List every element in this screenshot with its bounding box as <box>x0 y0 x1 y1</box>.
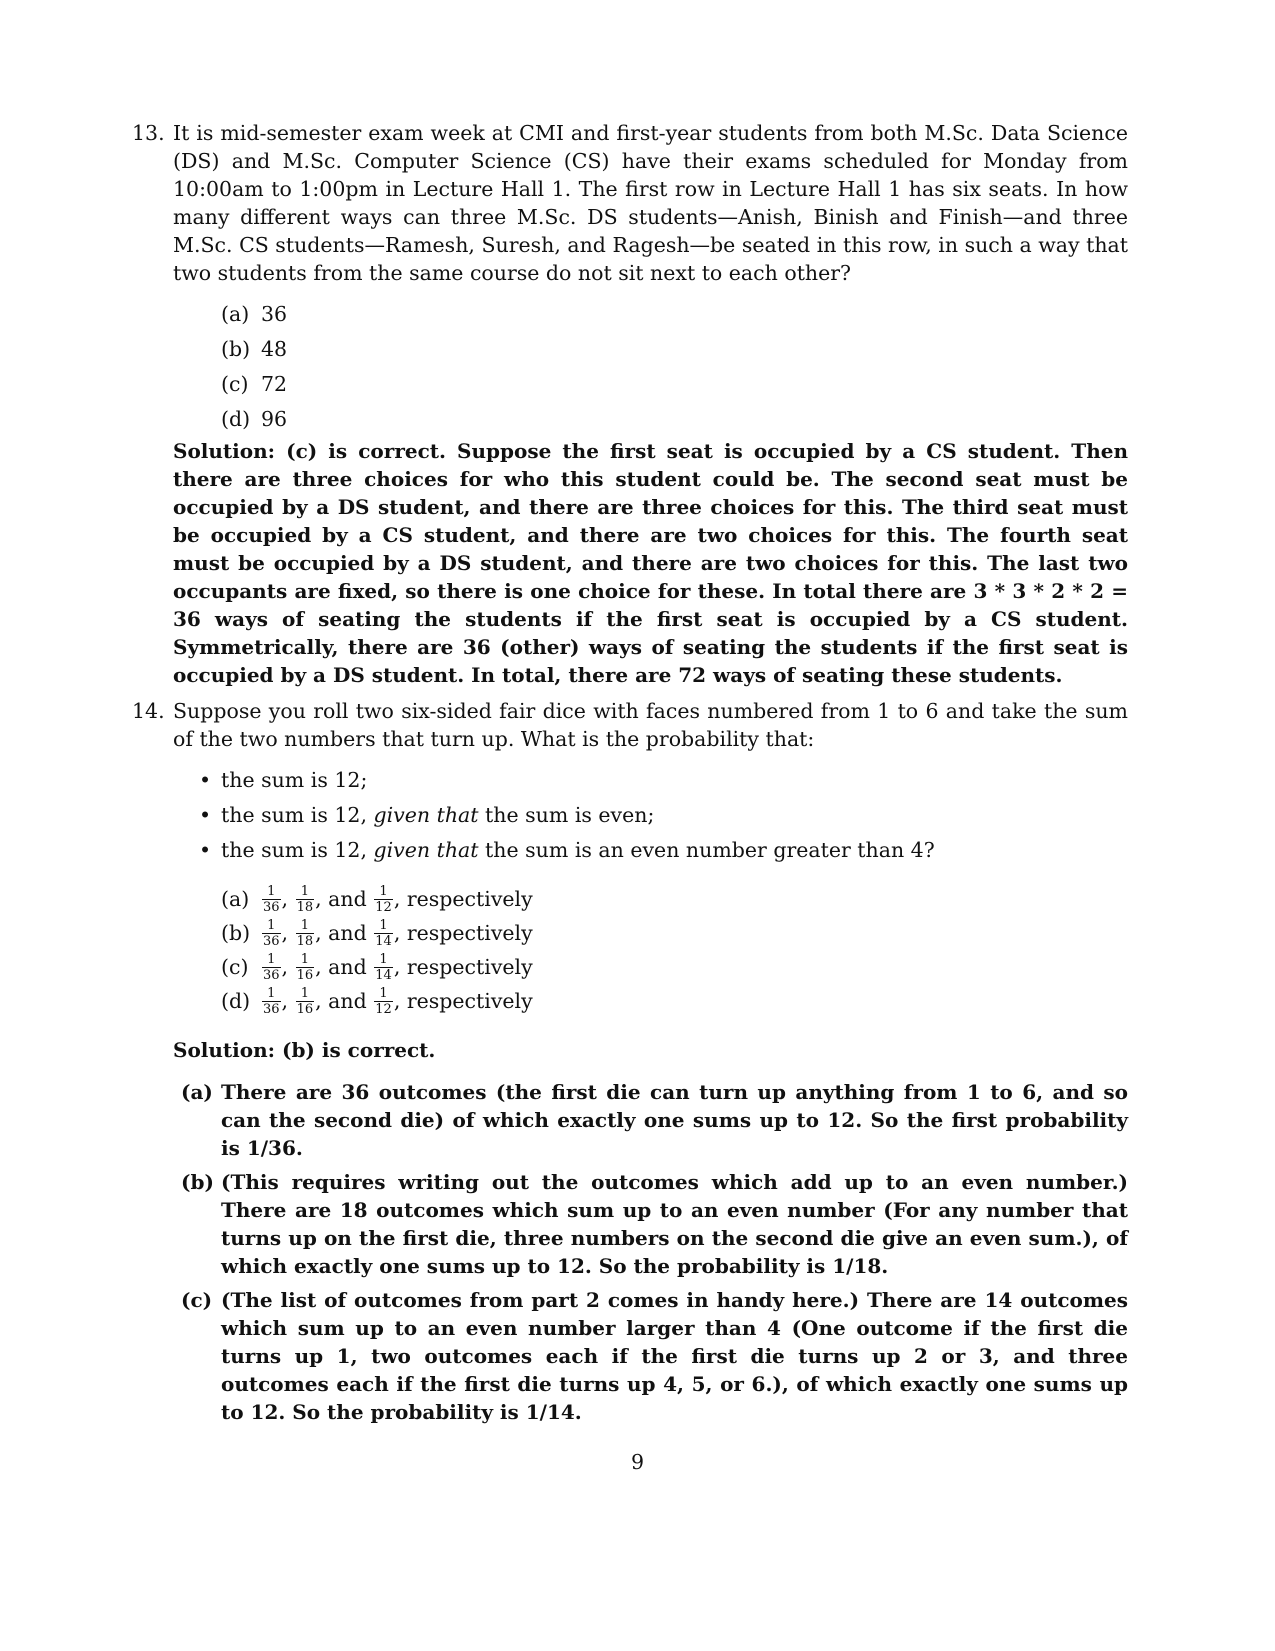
option-b: (b) $\frac{1}{36}$ , $\frac{1}{18}$ , and $\frac{1}{14}$ , respectively <box>221 917 533 949</box>
bullet-item: • the sum is 12; <box>199 768 368 792</box>
option-c: (c) $\frac{1}{36}$ , $\frac{1}{16}$ , and $\frac{1}{14}$ , respectively <box>221 951 533 983</box>
question-13 <box>132 119 1128 689</box>
solution-part-c: (c) (The list of outcomes from part 2 comes in handy here.) There are 14 outcomes which sum up to an even number larger than 4 (One outcome if the first die turns up 1, two outcomes each if the first die turns up 2 or 3, and three outcomes each if the first die turns up 4, 5, or 6.), of which exactly one sums up to 12. So the probability is 1/14. <box>181 1288 1128 1424</box>
option-b: (b) 48 <box>221 337 288 361</box>
fraction: $\frac{1}{14}$ <box>375 917 392 949</box>
fraction: $\frac{1}{12}$ <box>375 985 392 1017</box>
fraction: $\frac{1}{14}$ <box>375 951 392 983</box>
question-text: Suppose you roll two six-sided fair dice with faces numbered from 1 to 6 and take the sum of the two numbers that turn up. What is the probability that: <box>173 699 1128 751</box>
fraction: $\frac{1}{36}$ <box>263 985 280 1017</box>
option-a: (a) $\frac{1}{36}$ , $\frac{1}{18}$ , and $\frac{1}{12}$ , respectively <box>221 883 533 915</box>
fraction: $\frac{1}{16}$ <box>296 985 314 1017</box>
fraction: $\frac{1}{16}$ <box>296 951 314 983</box>
fraction: $\frac{1}{18}$ <box>296 917 314 949</box>
bullet-item: • the sum is 12, given that the sum is even; <box>199 803 655 827</box>
question-number: 14. <box>132 699 165 723</box>
fraction: $\frac{1}{36}$ <box>263 883 280 915</box>
option-c: (c) 72 <box>221 372 288 396</box>
page-number: 9 <box>630 1450 645 1474</box>
solution-text: Solution: (c) is correct. Suppose the first seat is occupied by a CS student. Then there are three choices for who this student could be. The second seat must be occupied by a DS student, and there are three choices for this. The third seat must be occupied by a CS student, and there are two choices for this. The fourth seat must be occupied by a DS student, and there are two choices for this. The last two occupants are fixed, so there is one choice for these. In total there are 3 * 3 * 2 * 2 = 36 ways of seating the students if the first seat is occupied by a CS student. Symmetrically, there are 36 (other) ways of seating the students if the first seat is occupied by a DS student. In total, there are 72 ways of seating these students. <box>173 439 1128 687</box>
fraction: $\frac{1}{36}$ <box>263 917 280 949</box>
solution-part-b: (b) (This requires writing out the outcomes which add up to an even number.) There are 18 outcomes which sum up to an even number (For any number that turns up on the first die, three numbers on the second die give an even sum.), of which exactly one sums up to 12. So the probability is 1/18. <box>181 1170 1128 1278</box>
fraction: $\frac{1}{12}$ <box>375 883 392 915</box>
answer-options <box>221 882 1128 1018</box>
bullet-list <box>199 763 1128 868</box>
fraction: $\frac{1}{18}$ <box>296 883 314 915</box>
solution-heading: Solution: (b) is correct. <box>173 1038 436 1062</box>
solution-part-a: (a) There are 36 outcomes (the first die can turn up anything from 1 to 6, and so can the second die) of which exactly one sums up to 12. So the first probability is 1/36. <box>181 1080 1128 1160</box>
option-a: (a) 36 <box>221 302 288 326</box>
question-text: It is mid-semester exam week at CMI and first-year students from both M.Sc. Data Science (DS) and M.Sc. Computer Science (CS) have their exams scheduled for Monday from 10:00am to 1:00pm in Lecture Hall 1. The first row in Lecture Hall 1 has six seats. In how many different ways can three M.Sc. DS students—Anish, Binish and Finish—and three M.Sc. CS students—Ramesh, Suresh, and Ragesh—be seated in this row, in such a way that two students from the same course do not sit next to each other? <box>173 121 1129 285</box>
bullet-item: • the sum is 12, given that the sum is an even number greater than 4? <box>199 838 935 862</box>
option-d: (d) 96 <box>221 407 288 431</box>
question-number: 13. <box>132 121 165 145</box>
fraction: $\frac{1}{36}$ <box>263 951 280 983</box>
question-14 <box>132 697 1128 1432</box>
answer-options <box>221 297 1128 437</box>
option-d: (d) $\frac{1}{36}$ , $\frac{1}{16}$ , and $\frac{1}{12}$ , respectively <box>221 985 533 1017</box>
solution-parts <box>181 1078 1128 1426</box>
